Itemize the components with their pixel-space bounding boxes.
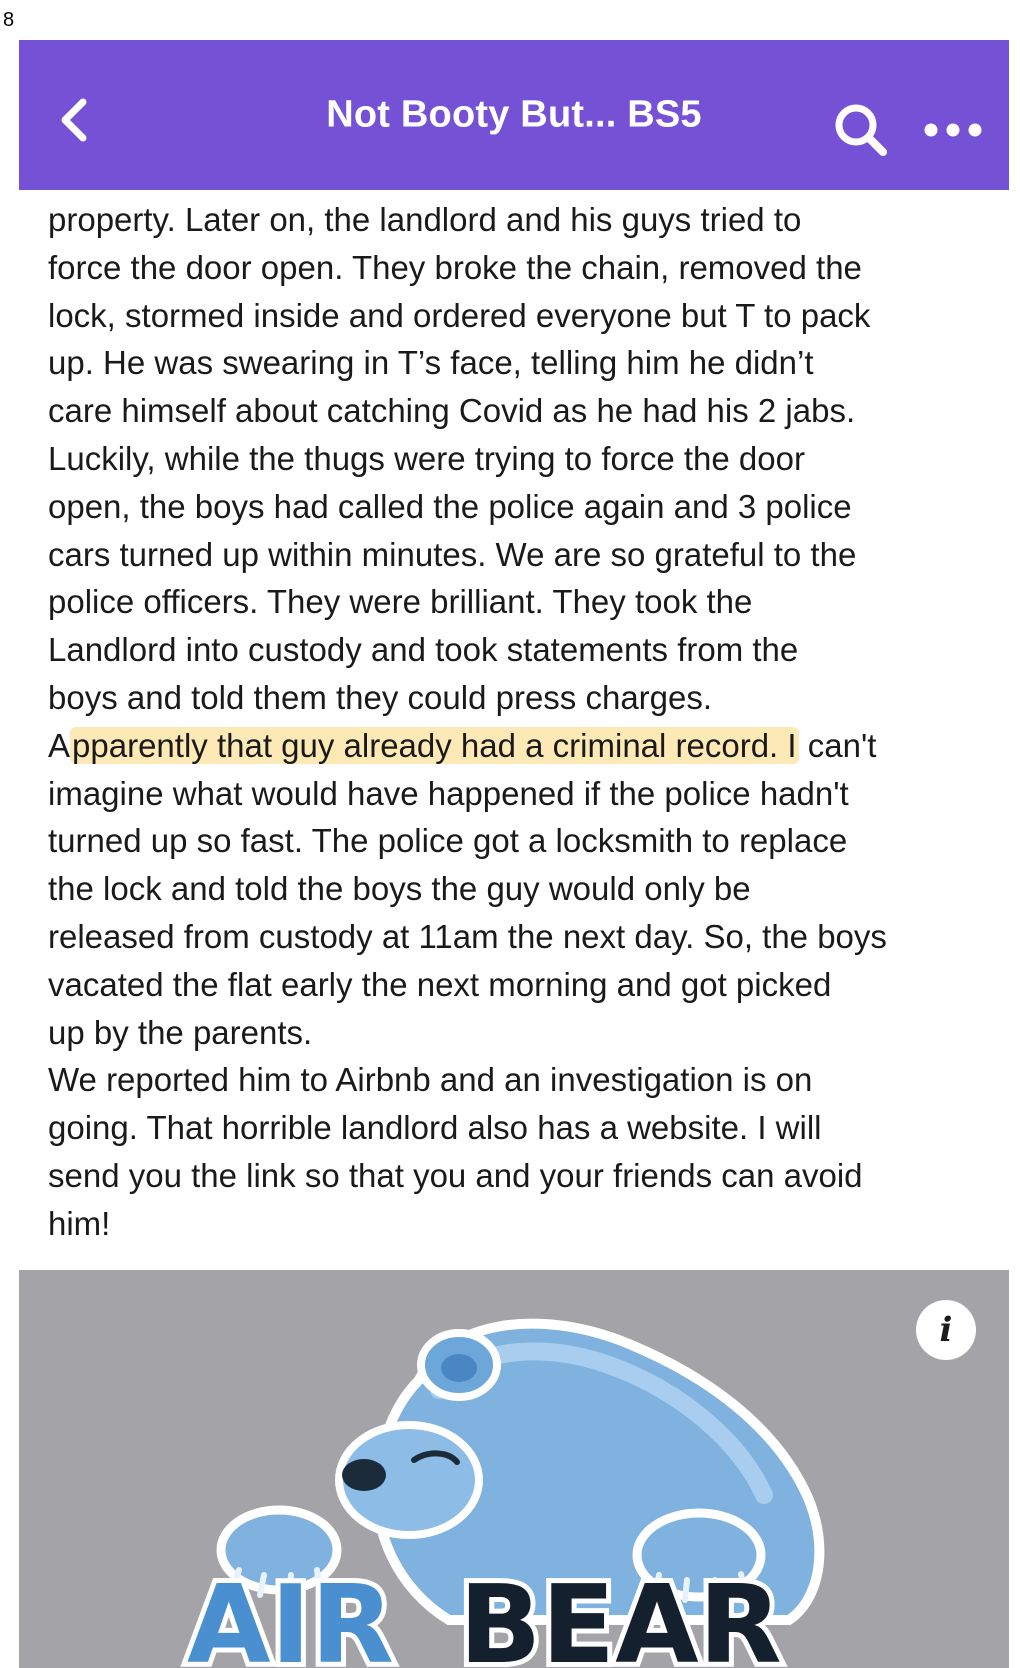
message-line: property. Later on, the landlord and his guys tried to (48, 201, 802, 238)
search-icon[interactable] (831, 100, 891, 160)
message-line: going. That horrible landlord also has a website. I will (48, 1109, 822, 1147)
highlighted-text: pparently that guy already had a criminal record. I (72, 726, 797, 764)
logo-word-air: AIR (187, 1563, 394, 1668)
page-number: 8 (3, 9, 15, 31)
message-line: open, the boys had called the police again and 3 police (48, 487, 852, 525)
message-line: turned up so fast. The police got a locksmith to replace (48, 822, 848, 860)
message-body (48, 196, 988, 1248)
message-line: We reported him to Airbnb and an investigation is on (48, 1061, 813, 1099)
message-line: imagine what would have happened if the police hadn't (48, 774, 849, 812)
logo-word-bear: BEAR (459, 1563, 782, 1668)
info-button[interactable]: i (916, 1300, 976, 1360)
message-line: cars turned up within minutes. We are so grateful to the (48, 535, 857, 573)
message-line: send you the link so that you and your friends can avoid (48, 1156, 863, 1194)
message-line: Luckily, while the thugs were trying to force the door (48, 439, 805, 477)
message-line: Landlord into custody and took statements from the (48, 631, 799, 669)
message-line-highlighted: Apparently that guy already had a criminal record. I can't (48, 726, 877, 764)
message-line: up by the parents. (48, 1013, 313, 1051)
app-header (19, 40, 1009, 190)
message-line: up. He was swearing in T’s face, telling him he didn’t (48, 344, 814, 382)
message-line: him! (48, 1204, 111, 1242)
message-line: vacated the flat early the next morning and got picked (48, 965, 832, 1003)
message-line: police officers. They were brilliant. They took the (48, 583, 753, 621)
message-line: care himself about catching Covid as he had his 2 jabs. (48, 392, 856, 430)
conversation-title: Not Booty But... BS5 (326, 93, 702, 136)
message-line: released from custody at 11am the next day. So, the boys (48, 917, 887, 955)
bear-icon (19, 1270, 1009, 1668)
message-line: force the door open. They broke the chain, removed the (48, 248, 862, 286)
message-line: the lock and told the boys the guy would only be (48, 870, 751, 908)
message-line: boys and told them they could press charges. (48, 678, 713, 716)
message-line: lock, stormed inside and ordered everyone but T to pack (48, 296, 871, 334)
more-horizontal-icon[interactable] (921, 120, 985, 140)
shared-image[interactable] (19, 1270, 1009, 1668)
